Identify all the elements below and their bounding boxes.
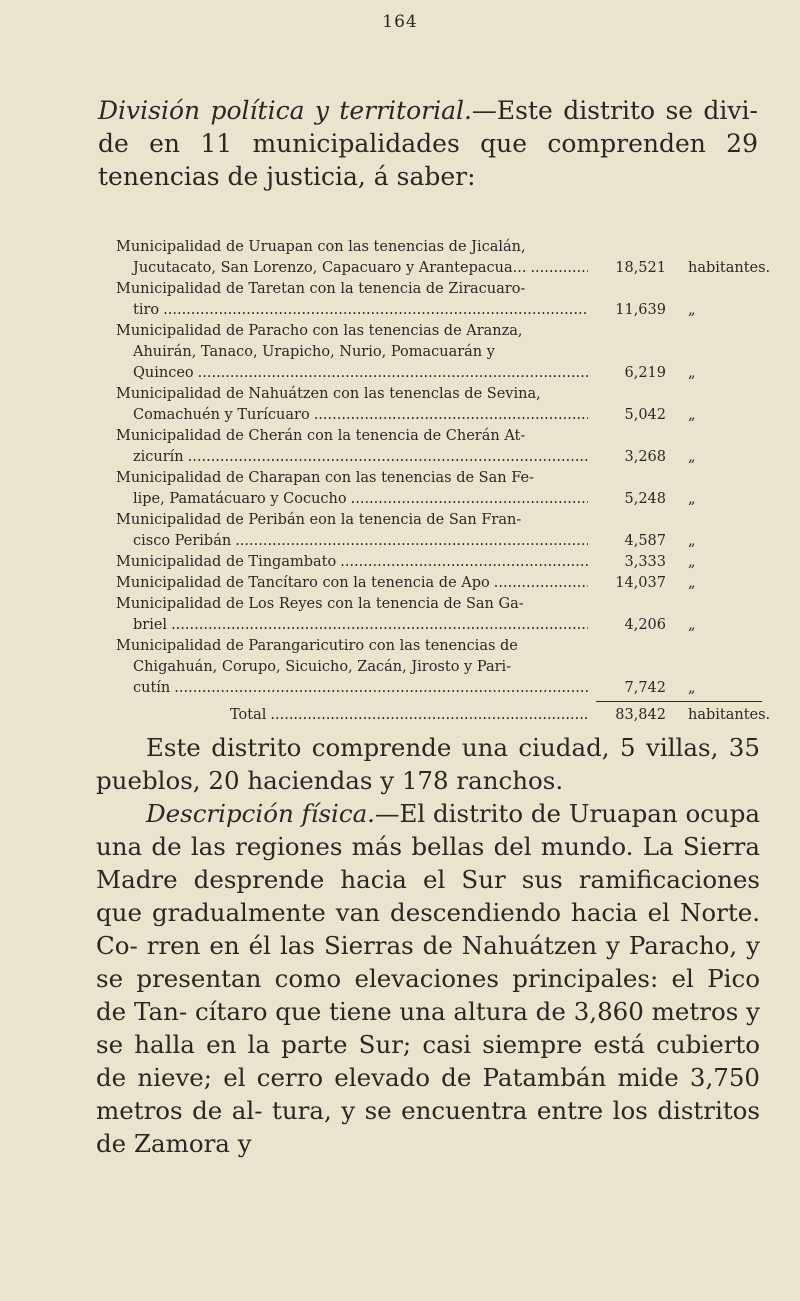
- row-text: cutín: [133, 680, 171, 696]
- population-unit: „: [688, 617, 696, 633]
- population-value: 6,219: [624, 365, 666, 381]
- row-text: cisco Peribán: [133, 533, 232, 549]
- row-text: Jucutacato, San Lorenzo, Capacuaro y Arantepacua...: [133, 260, 527, 276]
- table-row: [116, 237, 772, 279]
- table-row: [116, 636, 772, 699]
- description-paragraph: [96, 797, 760, 1160]
- row-line: [116, 678, 772, 699]
- intro-paragraph: [98, 94, 758, 193]
- population-value: 4,206: [624, 617, 666, 633]
- leader-dots: [235, 531, 588, 552]
- population-unit: „: [688, 365, 696, 381]
- leader-dots: [174, 678, 588, 699]
- population-cell: [592, 615, 772, 636]
- leader-dots: [270, 705, 588, 726]
- population-unit: habitantes.: [688, 260, 771, 276]
- section-heading-descripcion: Descripción física.: [146, 799, 375, 828]
- population-cell: [592, 447, 772, 468]
- row-line: [116, 489, 772, 510]
- table-row: [116, 468, 772, 510]
- row-text: zicurín: [133, 449, 184, 465]
- population-unit: „: [688, 680, 696, 696]
- total-row: [116, 705, 772, 726]
- population-cell: [592, 300, 772, 321]
- row-text: Municipalidad de Taretan con la tenencia de Ziracuaro-: [116, 281, 526, 297]
- row-text: briel: [133, 617, 168, 633]
- row-line: [116, 657, 772, 678]
- row-text: Municipalidad de Parangaricutiro con las tenencias de: [116, 638, 518, 654]
- page-number: 164: [382, 12, 418, 32]
- population-value: 4,587: [624, 533, 666, 549]
- table-row: [116, 426, 772, 468]
- row-text: Municipalidad de Cherán con la tenencia de Cherán At-: [116, 428, 526, 444]
- row-line: [116, 447, 772, 468]
- row-text: Ahuirán, Tanaco, Urapicho, Nurio, Pomacuarán y: [133, 344, 495, 360]
- population-unit: „: [688, 533, 696, 549]
- description-text: —El distrito de Uruapan ocupa una de las regiones más bellas del mundo. La Sierra Madre desprende hacia el Sur sus ramificaciones que gradualmente van descendiendo hacia el Norte. Co- rren en él las Sierras de Nahuátzen y Paracho, y se presentan como elevaciones principales: el Pico de Tan- cítaro que tiene una altura de 3,860 metros y se halla en la parte Sur; casi siempre está cubierto de nieve; el cerro elevado de Patambán mide 3,750 metros de al- tura, y se encuentra entre los distritos de Zamora y: [96, 799, 760, 1158]
- row-text: Municipalidad de Charapan con las tenencias de San Fe-: [116, 470, 534, 486]
- population-unit: „: [688, 407, 696, 423]
- section-heading-division: División política y territorial.: [98, 96, 472, 125]
- population-cell: [592, 552, 772, 573]
- total-rule: [596, 701, 762, 702]
- population-value: 7,742: [624, 680, 666, 696]
- row-line: [116, 237, 772, 258]
- total-unit: habitantes.: [688, 707, 771, 723]
- population-value: 3,268: [624, 449, 666, 465]
- population-table: [116, 237, 772, 726]
- body-text: [96, 731, 760, 1160]
- population-value: 5,042: [624, 407, 666, 423]
- population-value: 3,333: [624, 554, 666, 570]
- total-cell: [592, 705, 772, 726]
- leader-dots: [171, 615, 588, 636]
- row-text: Comachuén y Turícuaro: [133, 407, 310, 423]
- row-line: [116, 300, 772, 321]
- table-row: [116, 552, 772, 573]
- population-cell: [592, 678, 772, 699]
- table-row: [116, 321, 772, 384]
- row-line: [116, 531, 772, 552]
- row-text: Municipalidad de Peribán eon la tenencia de San Fran-: [116, 512, 522, 528]
- table-row: [116, 384, 772, 426]
- row-text: Municipalidad de Paracho con las tenencias de Aranza,: [116, 323, 523, 339]
- population-value: 11,639: [615, 302, 666, 318]
- leader-dots: [351, 489, 588, 510]
- row-line: [116, 384, 772, 405]
- row-text: Municipalidad de Los Reyes con la tenencia de San Ga-: [116, 596, 524, 612]
- population-cell: [592, 405, 772, 426]
- row-text: tiro: [133, 302, 160, 318]
- row-line: [116, 552, 772, 573]
- row-text: lipe, Pamatácuaro y Cocucho: [133, 491, 347, 507]
- total-label: Total: [230, 707, 267, 723]
- population-cell: [592, 489, 772, 510]
- leader-dots: [198, 363, 588, 384]
- row-line: [116, 258, 772, 279]
- row-line: [116, 615, 772, 636]
- summary-paragraph: Este distrito comprende una ciudad, 5 villas, 35 pueblos, 20 haciendas y 178 ranchos.: [96, 733, 760, 795]
- population-cell: [592, 258, 772, 279]
- intro-text: —Este distrito se divi- de en 11 municipalidades que comprenden 29 tenencias de justicia, á saber:: [98, 96, 758, 191]
- table-row: [116, 510, 772, 552]
- population-cell: [592, 363, 772, 384]
- row-line: [116, 636, 772, 657]
- leader-dots: [340, 552, 588, 573]
- row-text: Municipalidad de Uruapan con las tenencias de Jicalán,: [116, 239, 526, 255]
- leader-dots: [314, 405, 588, 426]
- population-unit: „: [688, 449, 696, 465]
- row-line: [116, 510, 772, 531]
- row-line: [116, 573, 772, 594]
- population-value: 18,521: [615, 260, 666, 276]
- row-line: [116, 468, 772, 489]
- total-value: 83,842: [615, 707, 666, 723]
- row-line: [116, 426, 772, 447]
- leader-dots: [188, 447, 588, 468]
- population-cell: [592, 573, 772, 594]
- population-unit: „: [688, 491, 696, 507]
- table-row: [116, 573, 772, 594]
- leader-dots: [163, 300, 588, 321]
- row-text: Quinceo: [133, 365, 194, 381]
- leader-dots: [494, 573, 588, 594]
- row-line: [116, 342, 772, 363]
- row-text: Municipalidad de Nahuátzen con las tenenclas de Sevina,: [116, 386, 541, 402]
- row-line: [116, 363, 772, 384]
- table-row: [116, 279, 772, 321]
- row-text: Chigahuán, Corupo, Sicuicho, Zacán, Jirosto y Pari-: [133, 659, 512, 675]
- row-text: Municipalidad de Tancítaro con la tenencia de Apo: [116, 575, 490, 591]
- population-unit: „: [688, 554, 696, 570]
- population-unit: „: [688, 575, 696, 591]
- population-unit: „: [688, 302, 696, 318]
- table-row: [116, 594, 772, 636]
- population-value: 5,248: [624, 491, 666, 507]
- row-line: [116, 405, 772, 426]
- population-cell: [592, 531, 772, 552]
- population-value: 14,037: [615, 575, 666, 591]
- row-line: [116, 279, 772, 300]
- leader-dots: [530, 258, 588, 279]
- row-line: [116, 594, 772, 615]
- row-line: [116, 321, 772, 342]
- row-text: Municipalidad de Tingambato: [116, 554, 337, 570]
